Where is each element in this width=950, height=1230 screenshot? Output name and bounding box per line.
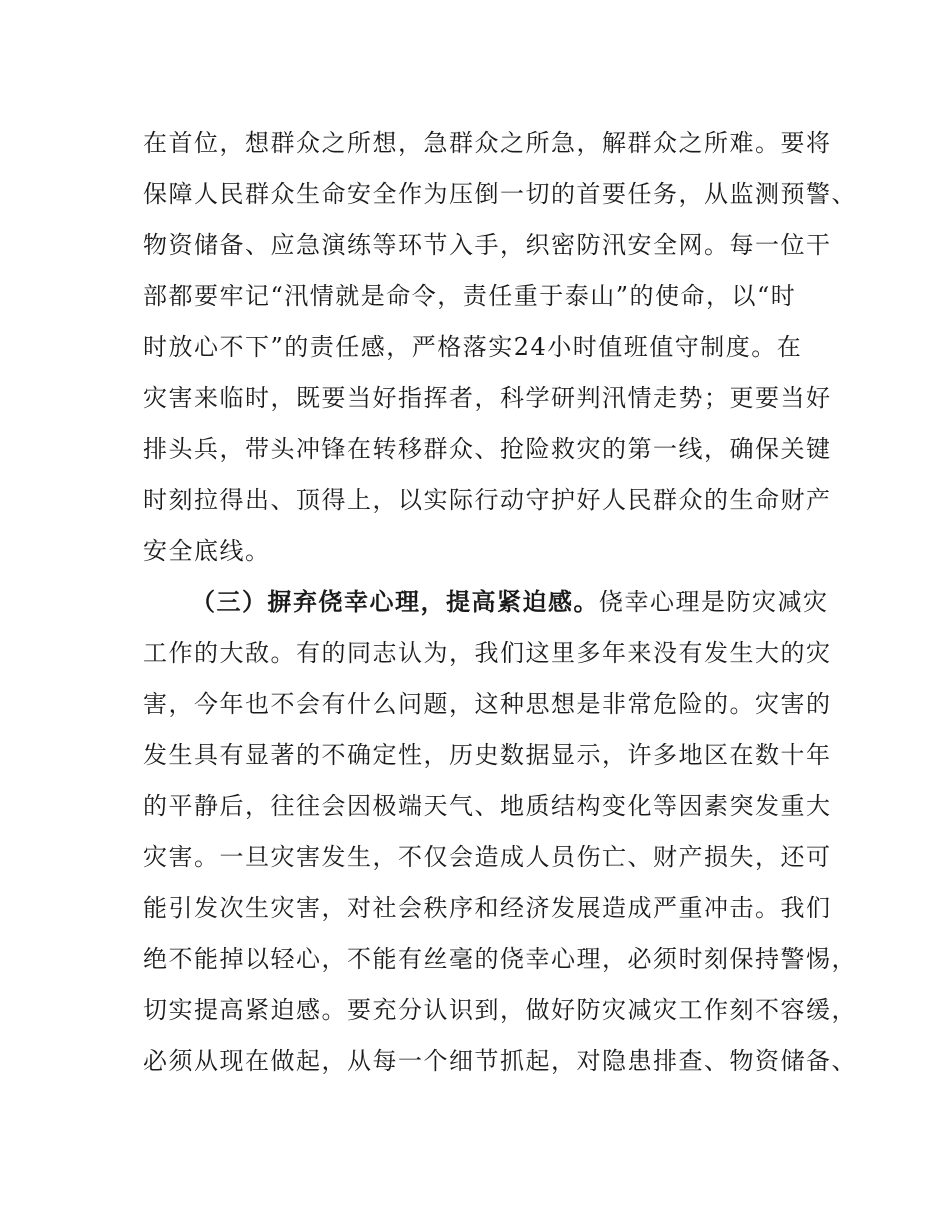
paragraph-2-line: 绝不能掉以轻心，不能有丝毫的侥幸心理，必须时刻保持警惕，: [143, 945, 857, 973]
paragraph-2-first-line: [191, 577, 871, 627]
paragraph-1-line: 灾害来临时，既要当好指挥者，科学研判汛情走势；更要当好: [143, 384, 832, 412]
paragraph-1-line: 在首位，想群众之所想，急群众之所急，解群众之所难。要将: [143, 129, 832, 157]
paragraph-1-line: 排头兵，带头冲锋在转移群众、抢险救灾的第一线，确保关键: [143, 435, 832, 463]
paragraph-2-line: 能引发次生灾害，对社会秩序和经济发展造成严重冲击。我们: [143, 894, 832, 922]
paragraph-1-line: 安全底线。: [143, 537, 271, 565]
paragraph-1-line: 物资储备、应急演练等环节入手，织密防汛安全网。每一位干: [143, 231, 832, 259]
section-heading: （三）摒弃侥幸心理，提高紧迫感。: [191, 588, 599, 616]
paragraph-1-line: 时放心不下”的责任感，严格落实24小时值班值守制度。在: [143, 333, 803, 361]
paragraph-2-line: 工作的大敌。有的同志认为，我们这里多年来没有发生大的灾: [143, 639, 832, 667]
paragraph-1-line: 部都要牢记“汛情就是命令，责任重于泰山”的使命，以“时: [143, 282, 797, 310]
paragraph-2-line: 必须从现在做起，从每一个细节抓起，对隐患排查、物资储备、: [143, 1047, 857, 1075]
paragraph-2-line: 的平静后，往往会因极端天气、地质结构变化等因素突发重大: [143, 792, 832, 820]
paragraph-2-line: 害，今年也不会有什么问题，这种思想是非常危险的。灾害的: [143, 690, 832, 718]
paragraph-2-line: 灾害。一旦灾害发生，不仅会造成人员伤亡、财产损失，还可: [143, 843, 832, 871]
paragraph-2-line: 发生具有显著的不确定性，历史数据显示，许多地区在数十年: [143, 741, 832, 769]
paragraph-2-text: 侥幸心理是防灾减灾: [599, 588, 829, 616]
paragraph-1-line: 时刻拉得出、顶得上，以实际行动守护好人民群众的生命财产: [143, 486, 832, 514]
paragraph-1-line: 保障人民群众生命安全作为压倒一切的首要任务，从监测预警、: [143, 180, 857, 208]
paragraph-2-line: 切实提高紧迫感。要充分认识到，做好防灾减灾工作刻不容缓，: [143, 996, 857, 1024]
